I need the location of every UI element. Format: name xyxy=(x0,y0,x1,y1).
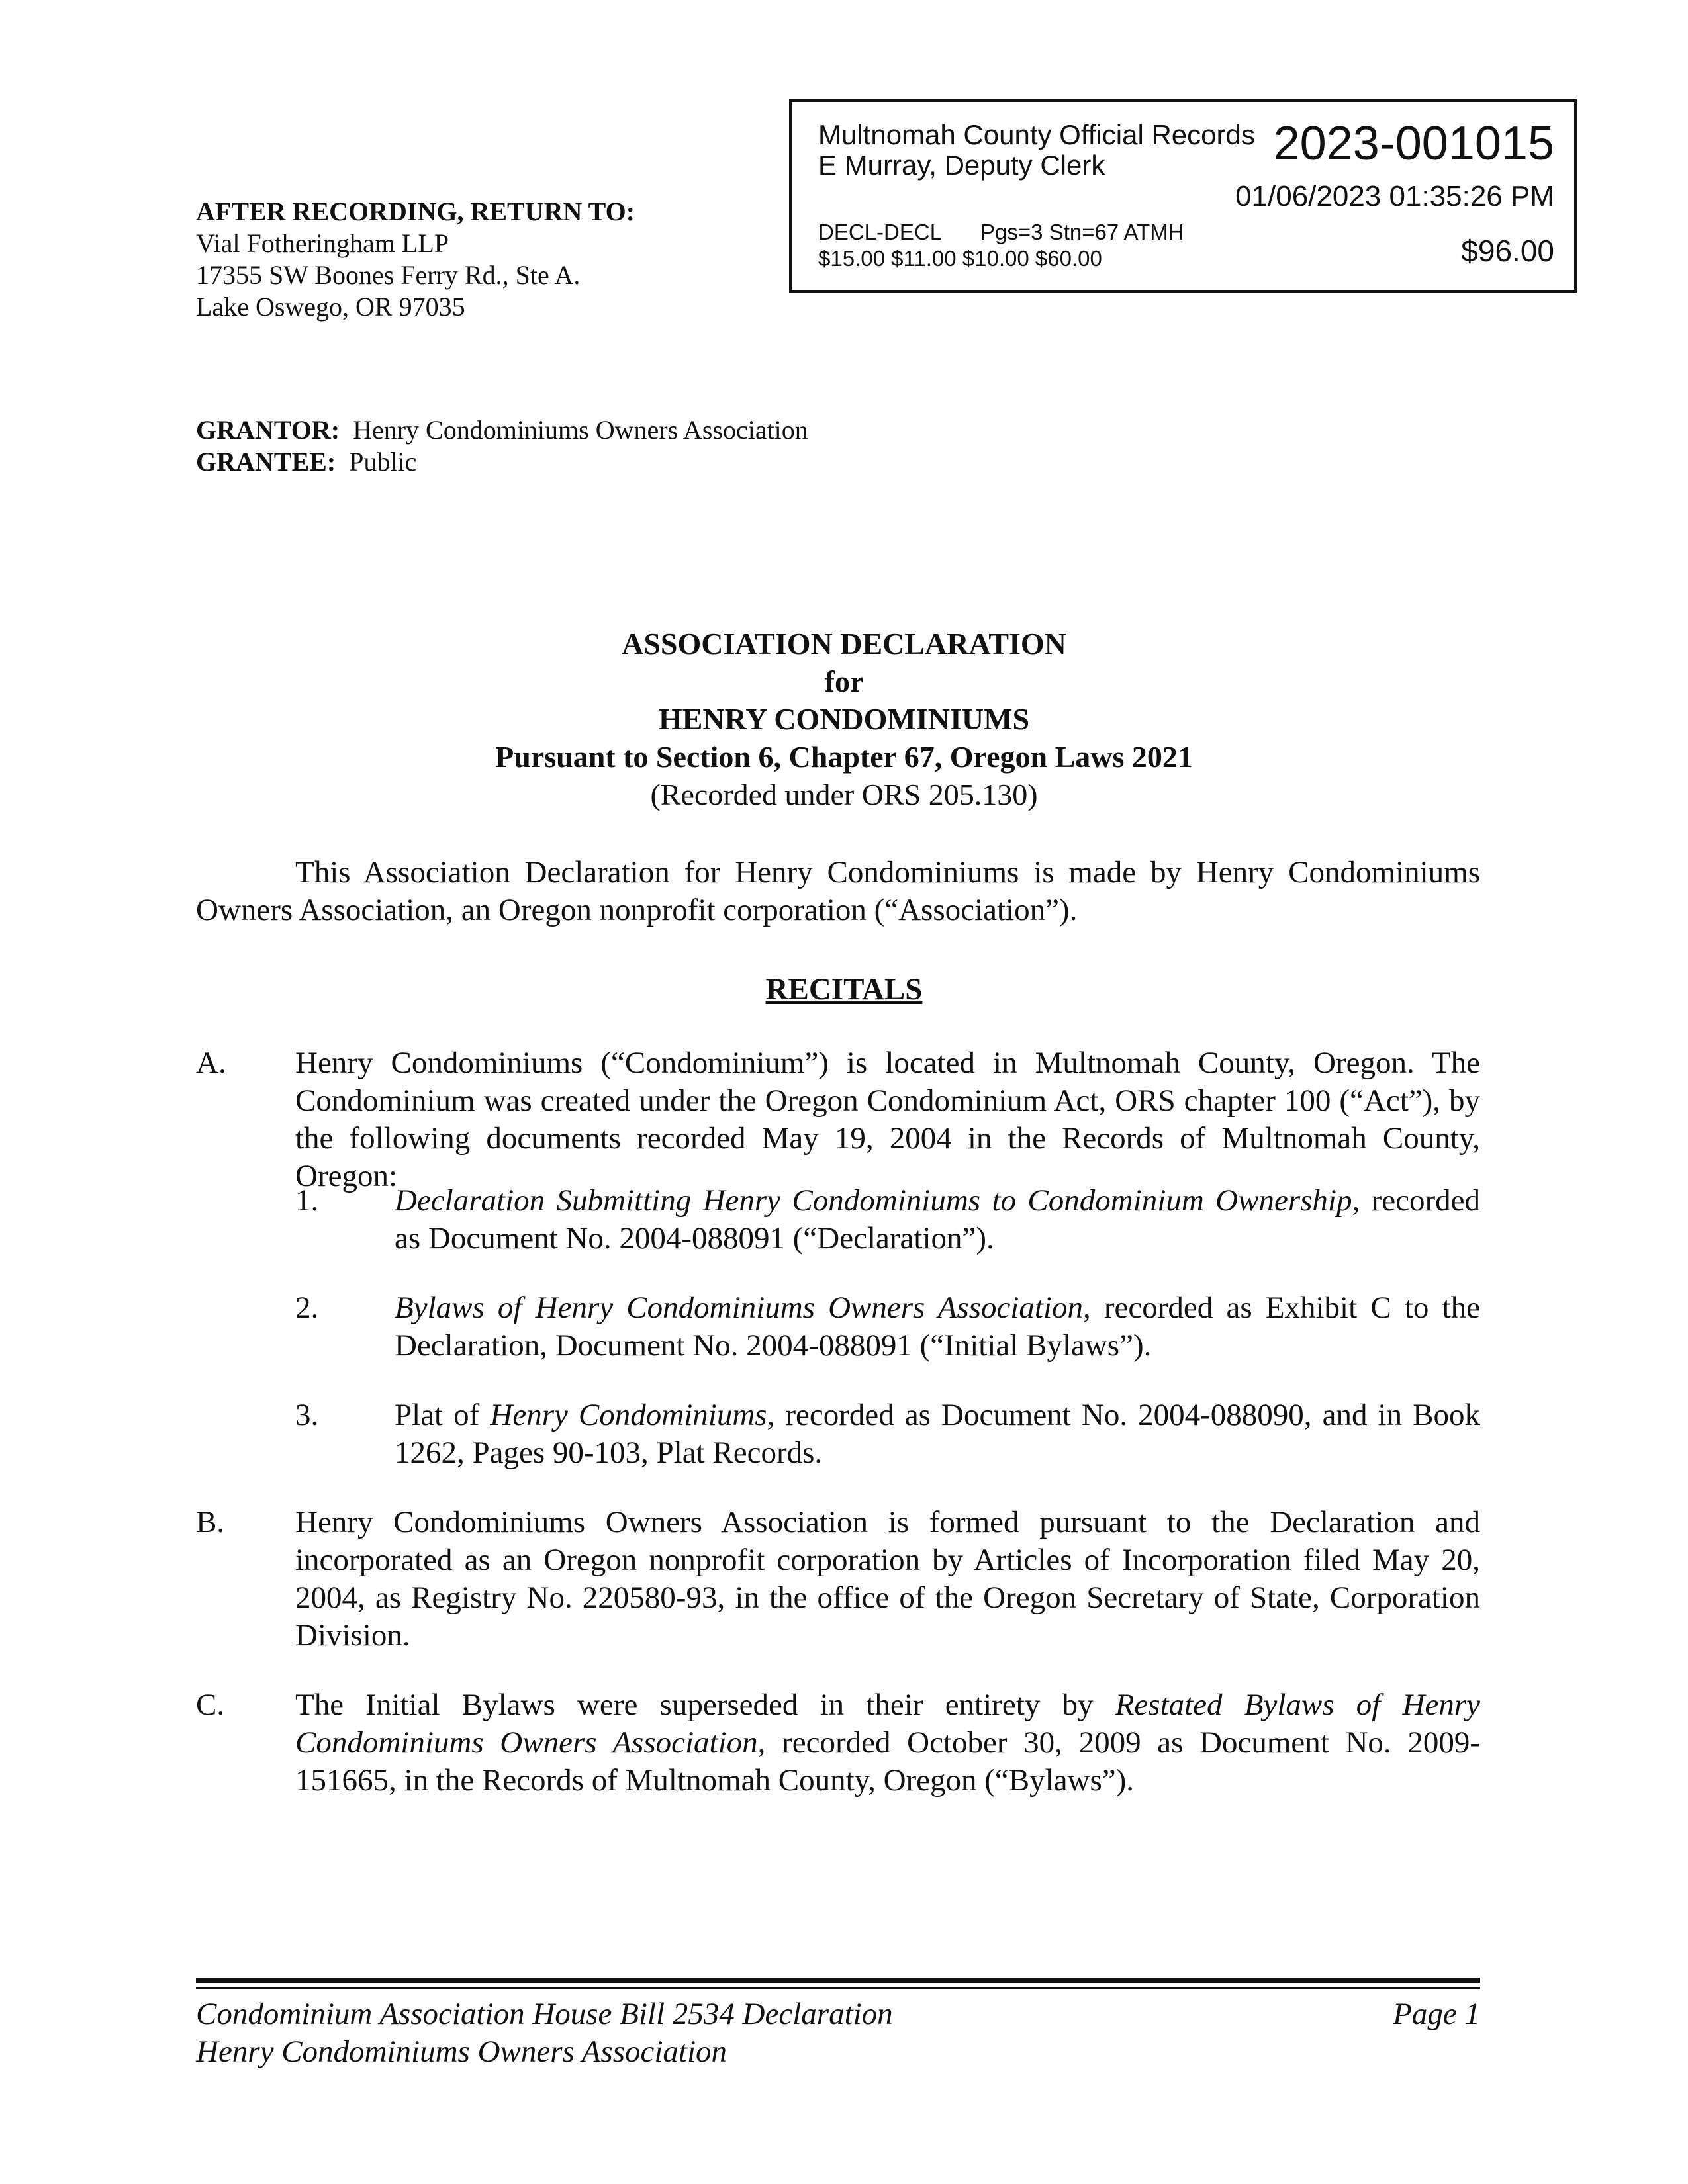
recital-a1-rest: , recorded as Document No. 2004-088091 (“Declaration”). xyxy=(395,1183,1480,1255)
return-to-firm: Vial Fotheringham LLP xyxy=(196,228,449,258)
footer-page-number: Page 1 xyxy=(1393,1997,1480,2031)
stamp-type-code: DECL-DECL xyxy=(818,220,943,244)
title-line-1: ASSOCIATION DECLARATION xyxy=(622,627,1066,660)
return-to-street: 17355 SW Boones Ferry Rd., Ste A. xyxy=(196,260,581,290)
title-line-2: for xyxy=(824,664,864,698)
grantee-value: Public xyxy=(349,447,417,477)
recital-a-letter: A. xyxy=(196,1046,226,1080)
return-to-block xyxy=(196,196,635,323)
recital-b-letter: B. xyxy=(196,1505,225,1539)
grantee-line xyxy=(196,446,808,478)
recording-stamp xyxy=(789,99,1577,293)
title-line-5: (Recorded under ORS 205.130) xyxy=(650,778,1038,811)
recital-a3-number: 3. xyxy=(295,1398,319,1432)
title-line-3: HENRY CONDOMINIUMS xyxy=(658,702,1030,736)
recital-a3-rest: , recorded as Document No. 2004-088090, and in Book 1262, Pages 90-103, Plat Records. xyxy=(395,1398,1480,1470)
recital-c-title: Restated Bylaws of Henry Condominiums Owners Association xyxy=(295,1688,1480,1760)
recital-c-letter: C. xyxy=(196,1688,225,1722)
recital-a2-rest: , recorded as Exhibit C to the Declaration, Document No. 2004-088091 (“Initial Bylaws”). xyxy=(395,1291,1480,1363)
grantor-value: Henry Condominiums Owners Association xyxy=(353,415,808,445)
recital-a1-text xyxy=(395,1182,1480,1257)
recital-a3-pre: Plat of xyxy=(395,1398,491,1432)
recital-a2-title: Bylaws of Henry Condominiums Owners Association xyxy=(395,1291,1083,1325)
stamp-fees: $15.00 $11.00 $10.00 $60.00 xyxy=(818,246,1102,271)
grantor-line xyxy=(196,414,808,446)
parties-block xyxy=(196,414,808,478)
stamp-page-info: Pgs=3 Stn=67 ATMH xyxy=(980,220,1184,244)
title-line-4: Pursuant to Section 6, Chapter 67, Oregon Laws 2021 xyxy=(495,740,1193,774)
footer-association-name: Henry Condominiums Owners Association xyxy=(196,2034,727,2069)
intro-paragraph: This Association Declaration for Henry Condominiums is made by Henry Condominiums Owners Association, an Oregon nonprofit corporation (“Association”). xyxy=(196,855,1480,927)
recital-c-rest: , recorded October 30, 2009 as Document No. 2009-151665, in the Records of Multnomah County, Oregon (“Bylaws”). xyxy=(295,1725,1480,1797)
footer-rule-thin xyxy=(196,1987,1480,1989)
recital-a1-number: 1. xyxy=(295,1183,319,1218)
stamp-type-line xyxy=(818,220,1184,245)
document-title xyxy=(0,625,1688,813)
recital-a1-title: Declaration Submitting Henry Condominiums to Condominium Ownership xyxy=(395,1183,1352,1218)
recital-a3-title: Henry Condominiums xyxy=(490,1398,767,1432)
recital-a2-number: 2. xyxy=(295,1291,319,1325)
recital-c-pre: The Initial Bylaws were superseded in their entirety by xyxy=(295,1688,1115,1722)
stamp-datetime: 01/06/2023 01:35:26 PM xyxy=(1235,180,1554,212)
recital-a2-text xyxy=(395,1289,1480,1365)
recital-c-text xyxy=(295,1686,1480,1799)
grantee-label: GRANTEE: xyxy=(196,447,336,477)
footer-rule-thick xyxy=(196,1978,1480,1983)
recital-a-text: Henry Condominiums (“Condominium”) is located in Multnomah County, Oregon. The Condominium was created under the Oregon Condominium Act, ORS chapter 100 (“Act”), by the following documents recorded May 19, 2004 in the Records of Multnomah County, Oregon: xyxy=(295,1046,1480,1193)
footer-document-name: Condominium Association House Bill 2534 Declaration xyxy=(196,1997,893,2031)
return-to-heading: AFTER RECORDING, RETURN TO: xyxy=(196,197,635,226)
recital-b-text: Henry Condominiums Owners Association is formed pursuant to the Declaration and incorporated as an Oregon nonprofit corporation by Articles of Incorporation filed May 20, 2004, as Registry No. 220580-93, in the office of the Oregon Secretary of State, Corporation Division. xyxy=(295,1505,1480,1653)
recitals-heading: RECITALS xyxy=(765,972,923,1007)
recital-a3-text xyxy=(395,1396,1480,1472)
grantor-label: GRANTOR: xyxy=(196,415,340,445)
return-to-city: Lake Oswego, OR 97035 xyxy=(196,292,465,322)
stamp-records-office: Multnomah County Official Records xyxy=(818,119,1255,150)
stamp-document-number: 2023-001015 xyxy=(1273,117,1554,170)
stamp-deputy-clerk: E Murray, Deputy Clerk xyxy=(818,150,1105,181)
stamp-total: $96.00 xyxy=(1461,234,1554,268)
